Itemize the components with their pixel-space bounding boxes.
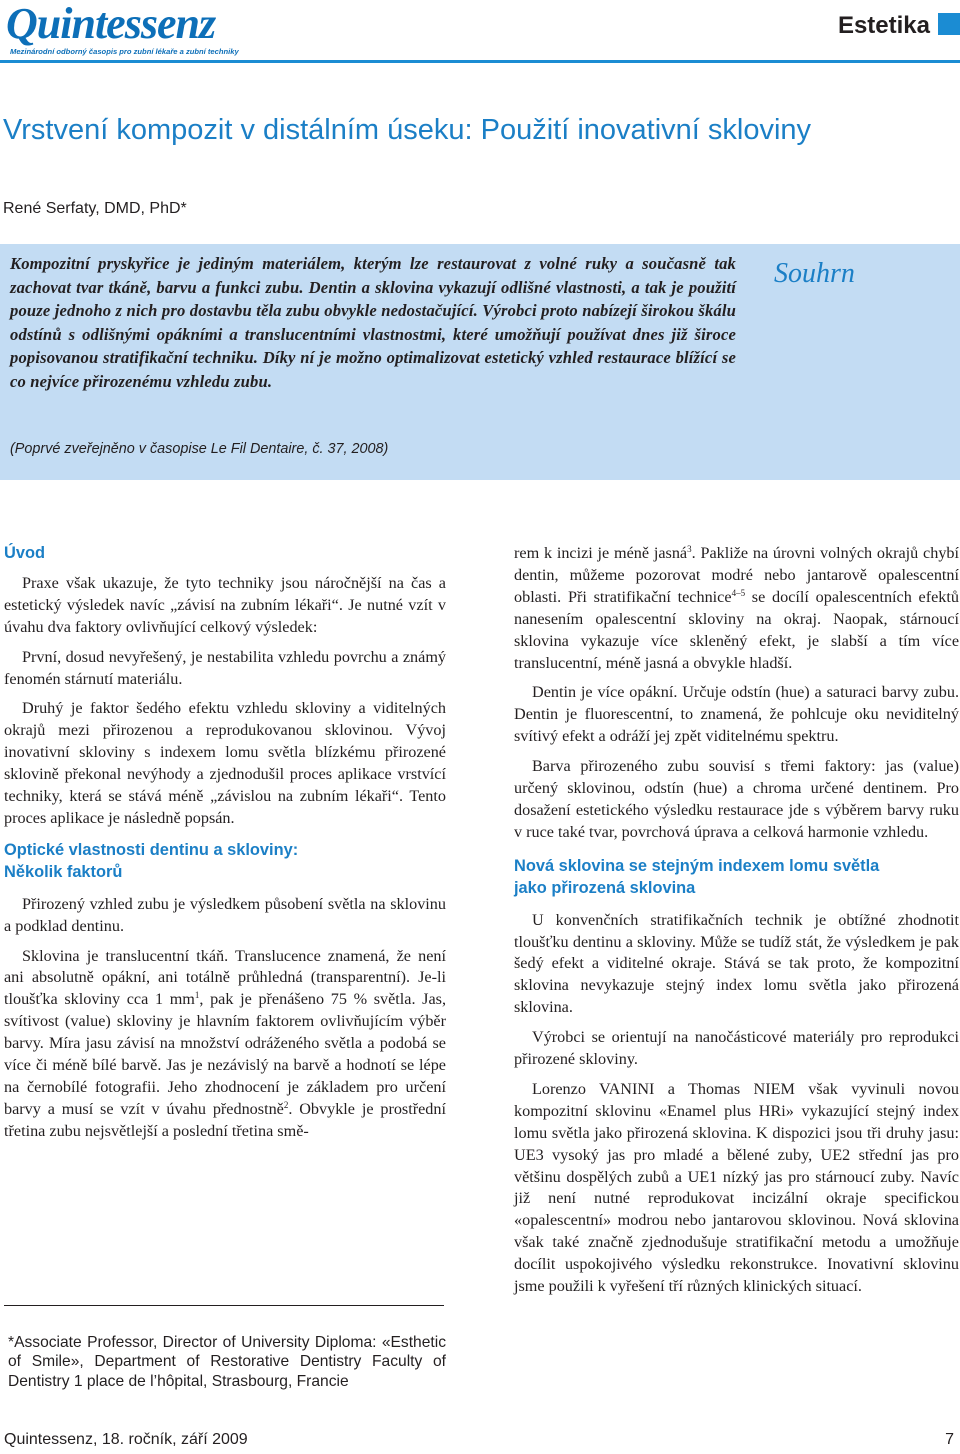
paragraph — [4, 946, 446, 1143]
article-title: Vrstvení kompozit v distálním úseku: Použití inovativní skloviny — [3, 114, 812, 146]
summary-label: Souhrn — [774, 258, 855, 289]
heading-new-enamel-line2: jako přirozená sklovina — [514, 878, 696, 897]
paragraph: Dentin je více opákní. Určuje odstín (hue) a saturaci barvy zubu. Dentin je fluorescentní, to znamená, že pohlcuje oku neviditelný svítivý efekt a odráží jej zpět viditelnému spektru. — [514, 683, 959, 746]
reference-number: 2 — [283, 1099, 289, 1110]
article-author: René Serfaty, DMD, PhD* — [3, 200, 187, 217]
abstract-source: (Poprvé zveřejněno v časopise Le Fil Dentaire, č. 37, 2008) — [10, 441, 389, 457]
paragraph — [514, 543, 959, 674]
logo-wordmark: Quintessenz — [6, 0, 216, 48]
page-number: 7 — [945, 1431, 954, 1448]
heading-intro: Úvod — [4, 544, 45, 562]
paragraph: Druhý je faktor šedého efektu vzhledu skloviny a viditelných okrajů mezi přirozenou a reprodukovanou sklovinou. Vývoj inovativní skloviny s indexem lomu světla blízkému přirozené sklovině překonal nevýhody a zjednodušil proces aplikace vrstvící techniky, která se stává méně „závislou na zubním lékaři“. Tento proces aplikace je následně popsán. — [4, 699, 446, 827]
abstract-text: Kompozitní pryskyřice je jediným materiálem, kterým lze restaurovat z volné ruky a současně tak zachovat tvar tkáně, barvu a funkci zubu. Dentin a sklovina vykazují odlišné vlastnosti, a tak je použití pouze jednoho z nich pro dostavbu těla zubu obvykle nedostačující. Výrobci proto nabízejí širokou škálu odstínů s odlišnými opákními a translucentními vlastnostmi, které umožňují používat dnes již široce popisovanou stratifikační techniku. Díky ní je možno optimalizovat estetický vzhled restaurace blížící se co nejvíce přirozenému vzhledu zubu. — [10, 254, 736, 391]
footnote-divider — [4, 1305, 444, 1306]
paragraph: Přirozený vzhled zubu je výsledkem působení světla na sklovinu a podklad dentinu. — [4, 894, 446, 935]
text-run: , pak je přenášeno 75 % světla. Jas, svítivost (value) skloviny je hlavním faktorem ovlivňujícím výběr barvy. Míra jasu závisí na množství odráženého světla a podobá se více či méně bílé barvě. Jas je nezávislý na barvě a hodnotí se lépe na černobílé fotografii. Jeho zhodnocení je základem pro určení barvy a musí se vzít v úvahu přednostně — [4, 990, 446, 1118]
section-label: Estetika — [837, 12, 930, 39]
text-run: . Pakliže na úrovni volných okrajů chybí dentin, můžeme pozorovat modré nebo jantarově opalescentní oblasti. Při stratifikační technice — [514, 544, 960, 606]
text-run: . Obvykle je prostřední třetina zubu nejsvětlejší a poslední třetina smě- — [4, 1099, 446, 1140]
journal-logo — [6, 0, 239, 56]
footer-issue: Quintessenz, 18. ročník, září 2009 — [4, 1431, 248, 1448]
logo-tagline: Mezinárodní odborný časopis pro zubní lékaře a zubní techniky — [10, 47, 239, 56]
column-left — [4, 543, 446, 1143]
reference-number: 1 — [194, 990, 200, 1001]
paragraph: Barva přirozeného zubu souvisí s třemi faktory: jas (value) určený sklovinou, odstín (hue) a chroma určené dentinem. Pro dosažení estetického výsledku restaurace jde s výběrem barvy ruku v ruce také tvar, povrchová úprava a celková harmonie vzhledu. — [514, 757, 959, 841]
text-run: rem k incizi je méně jasná — [514, 544, 688, 562]
paragraph: U konvenčních stratifikačních technik je obtížné zhodnotit tloušťku dentinu a skloviny. Může se tudíž stát, že výsledkem je pak šedý efekt a viditelné okraje. Stává se tak proto, že kompozitní sklovina nevykazuje stejný index lomu světla jako přirozená sklovina. — [514, 910, 959, 1017]
column-right — [514, 543, 959, 1298]
reference-number: 4–5 — [731, 587, 746, 598]
header-divider — [0, 60, 960, 63]
paragraph: Lorenzo VANINI a Thomas NIEM však vyvinuli novou kompozitní sklovinu «Enamel plus HRi» vykazující stejný index lomu světla jako přirozená sklovina. K dispozici jsou tři druhy jasu: UE3 vysoký jas pro mladé a bělené zuby, UE2 střední jas pro většinu dospělých zubů a UE1 nízký jas pro stárnoucí zuby. Navíc již není nutné reprodukovat incizální okraje specifickou «opalescentní» modrou nebo jantarovou sklovinou. Nová sklovina však také značně zjednodušuje stratifikační metodu a umožňuje docílit uspokojivého výsledku rekonstrukce. Inovativní sklovinu jsme použili k vyřešení tří různých klinických situací. — [514, 1079, 959, 1296]
heading-new-enamel — [514, 856, 959, 900]
paragraph: Praxe však ukazuje, že tyto techniky jsou náročnější na čas a estetický výsledek navíc „závisí na zubním lékaři“. Je nutné vzít v úvahu dva faktory ovlivňující celkový výsledek: — [4, 573, 446, 636]
heading-optics — [4, 840, 446, 884]
text-run: se docílí opalescentních efektů nanesením opalescentní skloviny na okraj. Naopak, stárnoucí sklovina vykazuje více skleněný efekt, je slabší a tím více translucentní, méně jasná a obvykle hladší. — [514, 587, 959, 672]
reference-number: 3 — [687, 544, 692, 554]
heading-new-enamel-line1: Nová sklovina se stejným indexem lomu světla — [514, 856, 880, 875]
paragraph: První, dosud nevyřešený, je nestabilita vzhledu povrchu a známý fenomén stárnutí materiálu. — [4, 647, 446, 688]
paragraph: Výrobci se orientují na nanočásticové materiály pro reprodukci přirozené skloviny. — [514, 1028, 959, 1069]
text-run: Sklovina je translucentní tkáň. Translucence znamená, že není ani absolutně opákní, ani totálně průhledná (transparentní). Je-li tloušťka skloviny cca 1 mm — [4, 946, 446, 1009]
footnote: *Associate Professor, Director of University Diploma: «Esthetic of Smile», Department of Restorative Dentistry Faculty of Dentistry 1 place de l’hôpital, Strasbourg, Francie — [8, 1334, 446, 1390]
heading-optics-line2: Několik faktorů — [4, 862, 123, 881]
section-square-icon — [938, 13, 960, 35]
heading-optics-line1: Optické vlastnosti dentinu a skloviny: — [4, 840, 299, 859]
